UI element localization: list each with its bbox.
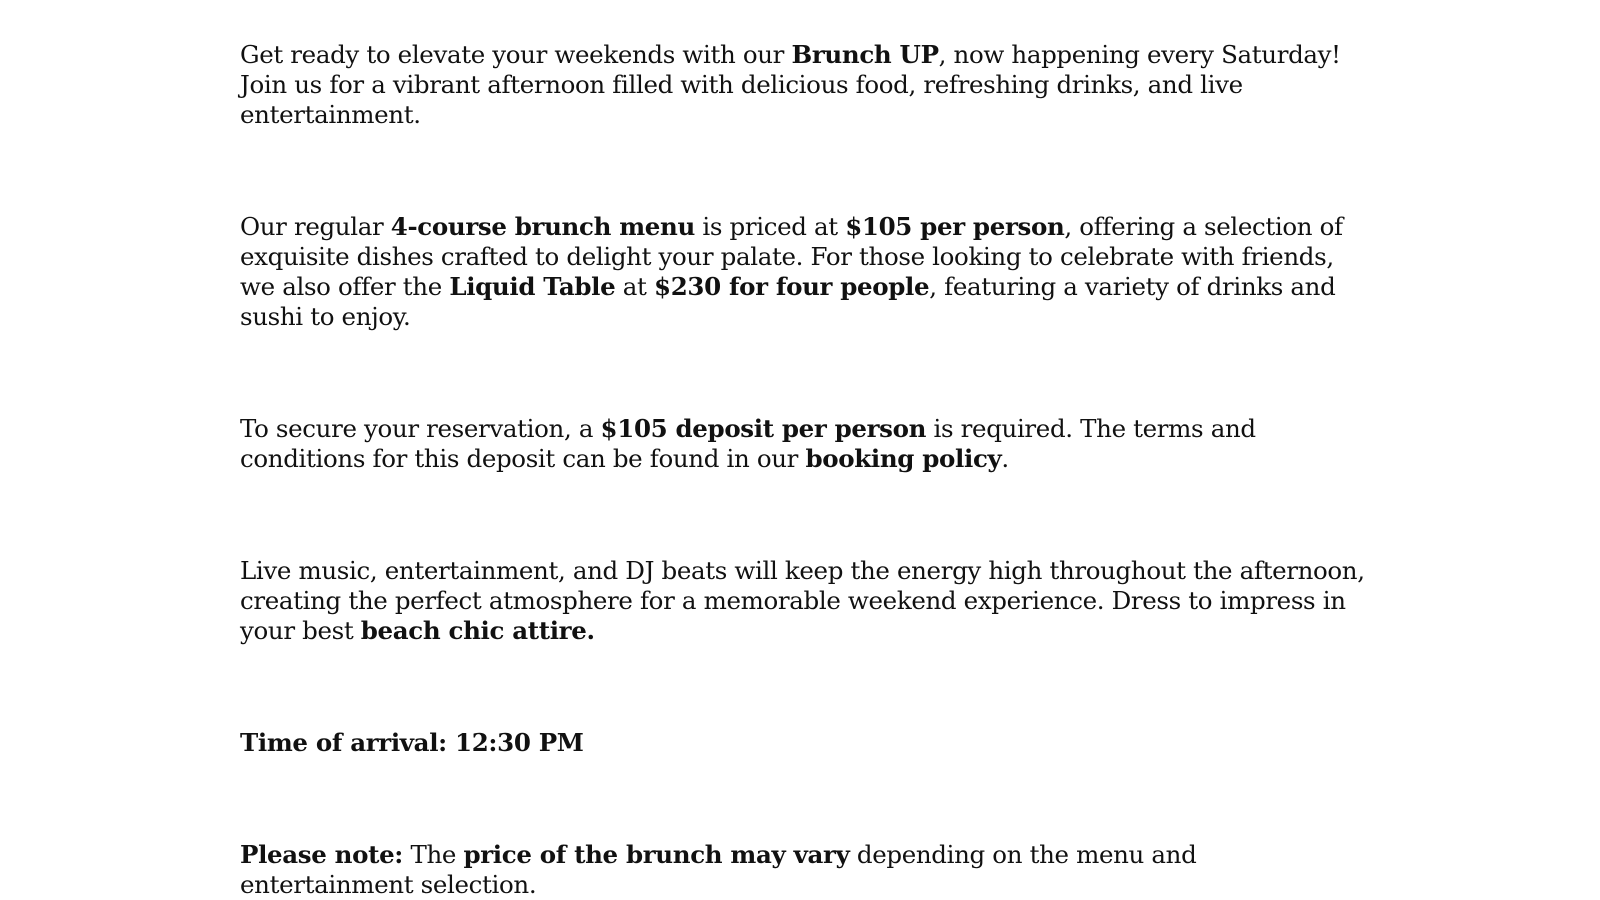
arrival-paragraph xyxy=(240,728,1370,758)
note-paragraph xyxy=(240,840,1370,900)
reservation-paragraph xyxy=(240,414,1370,474)
pricing-text-3: , offering a selection of exquisite dishes crafted to delight your palate. For those looking to celebrate with friends, we also offer the xyxy=(240,212,1343,301)
pricing-paragraph xyxy=(240,212,1370,332)
arrival-time: Time of arrival: 12:30 PM xyxy=(240,728,584,757)
document-body xyxy=(240,40,1370,900)
intro-text-1: Get ready to elevate your weekends with our xyxy=(240,40,792,69)
liquid-table-price: $230 for four people xyxy=(654,272,930,301)
intro-paragraph xyxy=(240,40,1370,130)
pricing-text-4: at xyxy=(615,272,654,301)
dress-code: beach chic attire. xyxy=(360,616,595,645)
brunch-up-name: Brunch UP xyxy=(791,40,939,69)
booking-policy-link[interactable]: booking policy xyxy=(805,444,1002,473)
pricing-text-2: is priced at xyxy=(694,212,846,241)
reservation-text-2: is required. The terms and conditions for this deposit can be found in our xyxy=(240,414,1256,473)
note-label: Please note: xyxy=(240,840,404,869)
reservation-text-1: To secure your reservation, a xyxy=(240,414,601,443)
intro-text-2: , now happening every Saturday! Join us for a vibrant afternoon filled with delicious food, refreshing drinks, and live entertainment. xyxy=(240,40,1341,129)
deposit-amount: $105 deposit per person xyxy=(600,414,927,443)
brunch-menu-label: 4-course brunch menu xyxy=(390,212,695,241)
note-text-2: depending on the menu and entertainment selection. xyxy=(240,840,1197,899)
entertainment-paragraph xyxy=(240,556,1370,646)
note-text-1: The xyxy=(403,840,464,869)
price-vary-text: price of the brunch may vary xyxy=(463,840,850,869)
liquid-table-label: Liquid Table xyxy=(449,272,616,301)
entertainment-text-1: Live music, entertainment, and DJ beats will keep the energy high throughout the afternoon, creating the perfect atmosphere for a memorable weekend experience. Dress to impress in your best xyxy=(240,556,1365,645)
reservation-text-3: . xyxy=(1001,444,1009,473)
pricing-text-5: , featuring a variety of drinks and sushi to enjoy. xyxy=(240,272,1336,331)
brunch-price: $105 per person xyxy=(845,212,1065,241)
pricing-text-1: Our regular xyxy=(240,212,391,241)
